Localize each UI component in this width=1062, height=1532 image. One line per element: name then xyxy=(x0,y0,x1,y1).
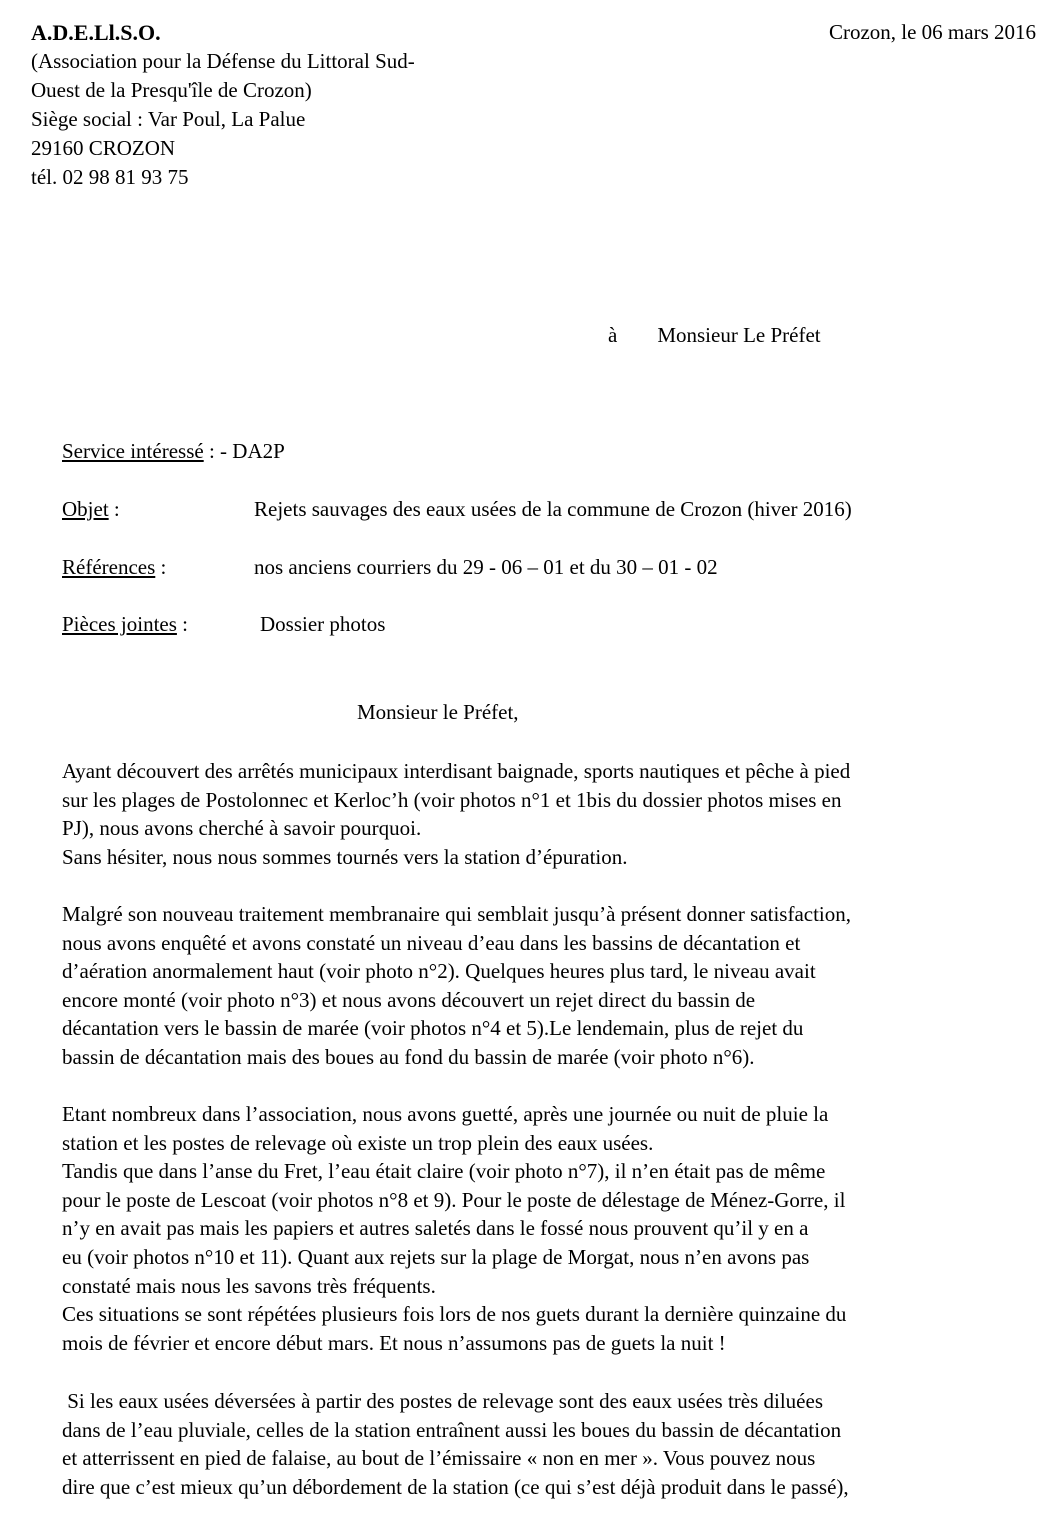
text-line: nous avons enquêté et avons constaté un niveau d’eau dans les bassins de décantation et xyxy=(62,930,801,955)
text-line: Malgré son nouveau traitement membranaire qui semblait jusqu’à présent donner satisfaction, xyxy=(62,902,852,926)
meta-label: Pièces jointes xyxy=(62,612,177,636)
sender-line: tél. 02 98 81 93 75 xyxy=(31,165,189,189)
paragraph xyxy=(62,757,1022,871)
text-line: décantation vers le bassin de marée (voir photos n°4 et 5).Le lendemain, plus de rejet du xyxy=(62,1016,804,1041)
meta-value: nos anciens courriers du 29 - 06 – 01 et du 30 – 01 - 02 xyxy=(254,555,718,579)
meta-sep: : xyxy=(176,612,188,636)
text-line: n’y en avait pas mais les papiers et autres saletés dans le fossé nous prouvent qu’il y en a xyxy=(62,1216,809,1241)
sender-org: A.D.E.Ll.S.O. xyxy=(31,20,161,45)
text-line: Ayant découvert des arrêtés municipaux interdisant baignade, sports nautiques et pêche à pied xyxy=(62,759,851,783)
text-line: encore monté (voir photo n°3) et nous avons découvert un rejet direct du bassin de xyxy=(62,987,756,1012)
text-line: sur les plages de Postolonnec et Kerloc’h (voir photos n°1 et 1bis du dossier photos mises en xyxy=(62,787,842,812)
meta-sep: : xyxy=(155,555,167,579)
recipient xyxy=(608,323,821,348)
salutation: Monsieur le Préfet, xyxy=(357,700,519,724)
letter-date: Crozon, le 06 mars 2016 xyxy=(828,20,1036,44)
text-line: Ces situations se sont répétées plusieurs fois lors de nos guets durant la dernière quinzaine du xyxy=(62,1302,847,1327)
meta-value: Dossier photos xyxy=(260,612,386,636)
recipient-name: Monsieur Le Préfet xyxy=(657,323,821,347)
text-line: Si les eaux usées déversées à partir des postes de relevage sont des eaux usées très diluées xyxy=(62,1389,823,1413)
text-line: et atterrissent en pied de falaise, au bout de l’émissaire « non en mer ». Vous pouvez nous xyxy=(62,1446,816,1471)
meta-sep: : xyxy=(203,439,221,463)
recipient-prefix: à xyxy=(608,323,618,347)
meta-value: - DA2P xyxy=(220,439,285,463)
sender-line: 29160 CROZON xyxy=(31,136,176,160)
text-line: station et les postes de relevage où existe un trop plein des eaux usées. xyxy=(62,1130,654,1155)
paragraph xyxy=(62,900,1022,1072)
text-line: constaté mais nous les savons très fréquents. xyxy=(62,1273,436,1298)
text-line: d’aération anormalement haut (voir photo n°2). Quelques heures plus tard, le niveau avait xyxy=(62,959,816,984)
paragraph xyxy=(62,1100,1022,1357)
text-line: dire que c’est mieux qu’un débordement de la station (ce qui s’est déjà produit dans le passé), xyxy=(62,1474,849,1499)
text-line: eu (voir photos n°10 et 11). Quant aux rejets sur la plage de Morgat, nous n’en avons pas xyxy=(62,1244,810,1269)
text-line: mois de février et encore début mars. Et nous n’assumons pas de guets la nuit ! xyxy=(62,1330,726,1355)
meta-label: Objet xyxy=(62,497,109,521)
meta-value: Rejets sauvages des eaux usées de la commune de Crozon (hiver 2016) xyxy=(254,497,852,521)
text-line: bassin de décantation mais des boues au fond du bassin de marée (voir photo n°6). xyxy=(62,1044,755,1069)
text-line: pour le poste de Lescoat (voir photos n°8 et 9). Pour le poste de délestage de Ménez-Gorre, il xyxy=(62,1187,846,1212)
text-line: Etant nombreux dans l’association, nous avons guetté, après une journée ou nuit de pluie la xyxy=(62,1102,829,1126)
meta-sep: : xyxy=(108,497,120,521)
meta-label: Service intéressé xyxy=(62,439,204,463)
text-line: PJ), nous avons cherché à savoir pourquoi. xyxy=(62,816,422,841)
sender-line: (Association pour la Défense du Littoral Sud- xyxy=(31,49,415,73)
meta-label: Références xyxy=(62,555,156,579)
sender-line: Ouest de la Presqu'île de Crozon) xyxy=(31,78,312,102)
text-line: Sans hésiter, nous nous sommes tournés vers la station d’épuration. xyxy=(62,844,628,869)
text-line: dans de l’eau pluviale, celles de la station entraînent aussi les boues du bassin de décantation xyxy=(62,1417,842,1442)
sender-block xyxy=(31,18,415,192)
paragraph xyxy=(62,1387,1022,1501)
sender-line: Siège social : Var Poul, La Palue xyxy=(31,107,306,131)
text-line: Tandis que dans l’anse du Fret, l’eau était claire (voir photo n°7), il n’en était pas de même xyxy=(62,1159,826,1184)
